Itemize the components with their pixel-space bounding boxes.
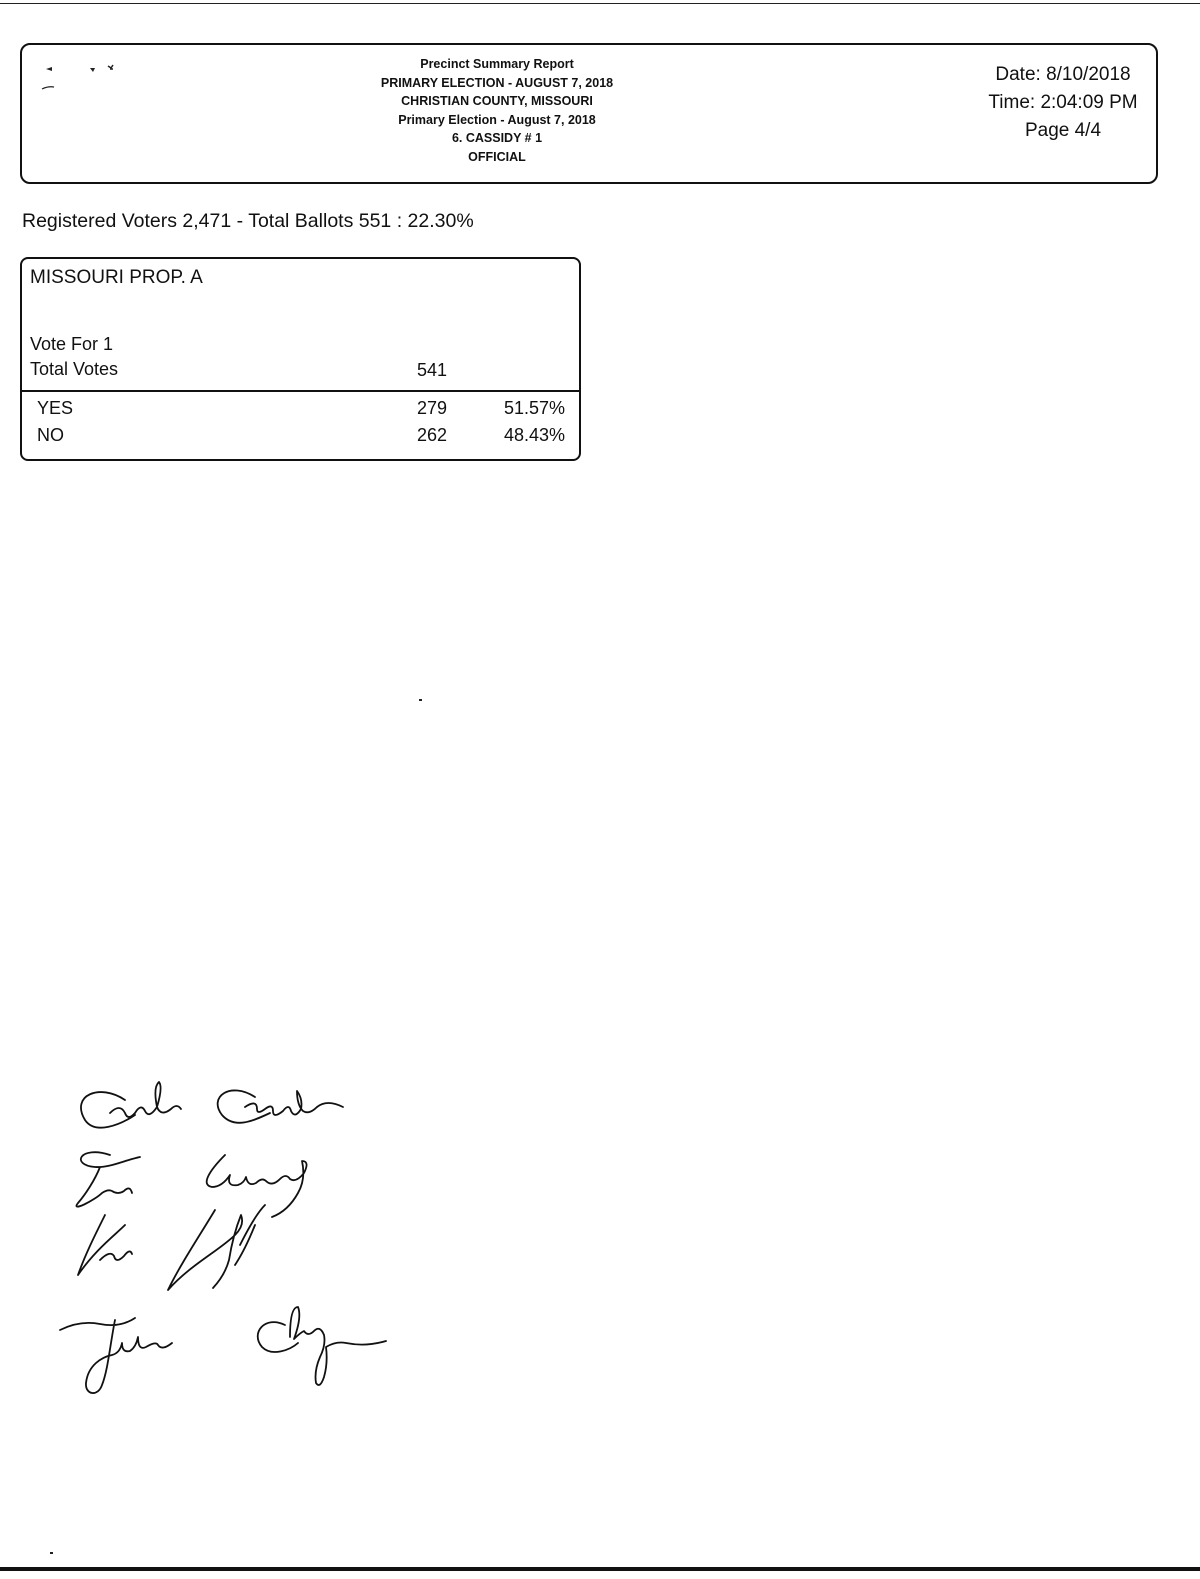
election-name: Primary Election - August 7, 2018: [398, 112, 596, 127]
contest-title: MISSOURI PROP. A: [30, 267, 203, 288]
signature-3: [78, 1205, 265, 1290]
top-scan-rule: [0, 3, 1200, 4]
choice-row-no: [22, 425, 579, 451]
precinct-name: 6. CASSIDY # 1: [451, 131, 543, 145]
official-status: OFFICIAL: [468, 149, 526, 164]
choice-votes: 262: [416, 425, 447, 445]
report-title-block: [322, 55, 672, 166]
vote-for-label: Vote For 1: [30, 334, 114, 354]
county-heading: CHRISTIAN COUNTY, MISSOURI: [401, 94, 593, 108]
turnout-summary: Registered Voters 2,471 - Total Ballots 551 : 22.30%: [22, 210, 474, 232]
choice-percent: 48.43%: [503, 425, 565, 445]
total-votes-value: 541: [416, 360, 447, 380]
total-votes-label: Total Votes: [30, 359, 119, 379]
stray-mark: [419, 699, 422, 701]
report-meta: [978, 61, 1148, 145]
handwritten-signatures: [40, 1075, 480, 1405]
choice-row-yes: [22, 398, 579, 424]
stray-mark: [50, 1552, 53, 1554]
report-title: Precinct Summary Report: [420, 57, 574, 71]
report-time: Time: 2:04:09 PM: [988, 92, 1138, 113]
bottom-scan-rule: [0, 1567, 1200, 1571]
signature-1: [81, 1082, 343, 1128]
signature-2: [76, 1152, 306, 1217]
contest-box: [20, 257, 581, 461]
contest-divider: [22, 390, 579, 392]
signature-4: [60, 1307, 386, 1393]
scan-marks-icon: [32, 55, 122, 95]
choice-name: NO: [37, 425, 64, 445]
page-number: Page 4/4: [1024, 120, 1102, 141]
choice-name: YES: [37, 398, 74, 418]
choice-votes: 279: [416, 398, 447, 418]
report-date: Date: 8/10/2018: [995, 64, 1131, 85]
election-heading: PRIMARY ELECTION - AUGUST 7, 2018: [380, 75, 614, 90]
choice-percent: 51.57%: [503, 398, 565, 418]
report-header: [20, 43, 1158, 184]
